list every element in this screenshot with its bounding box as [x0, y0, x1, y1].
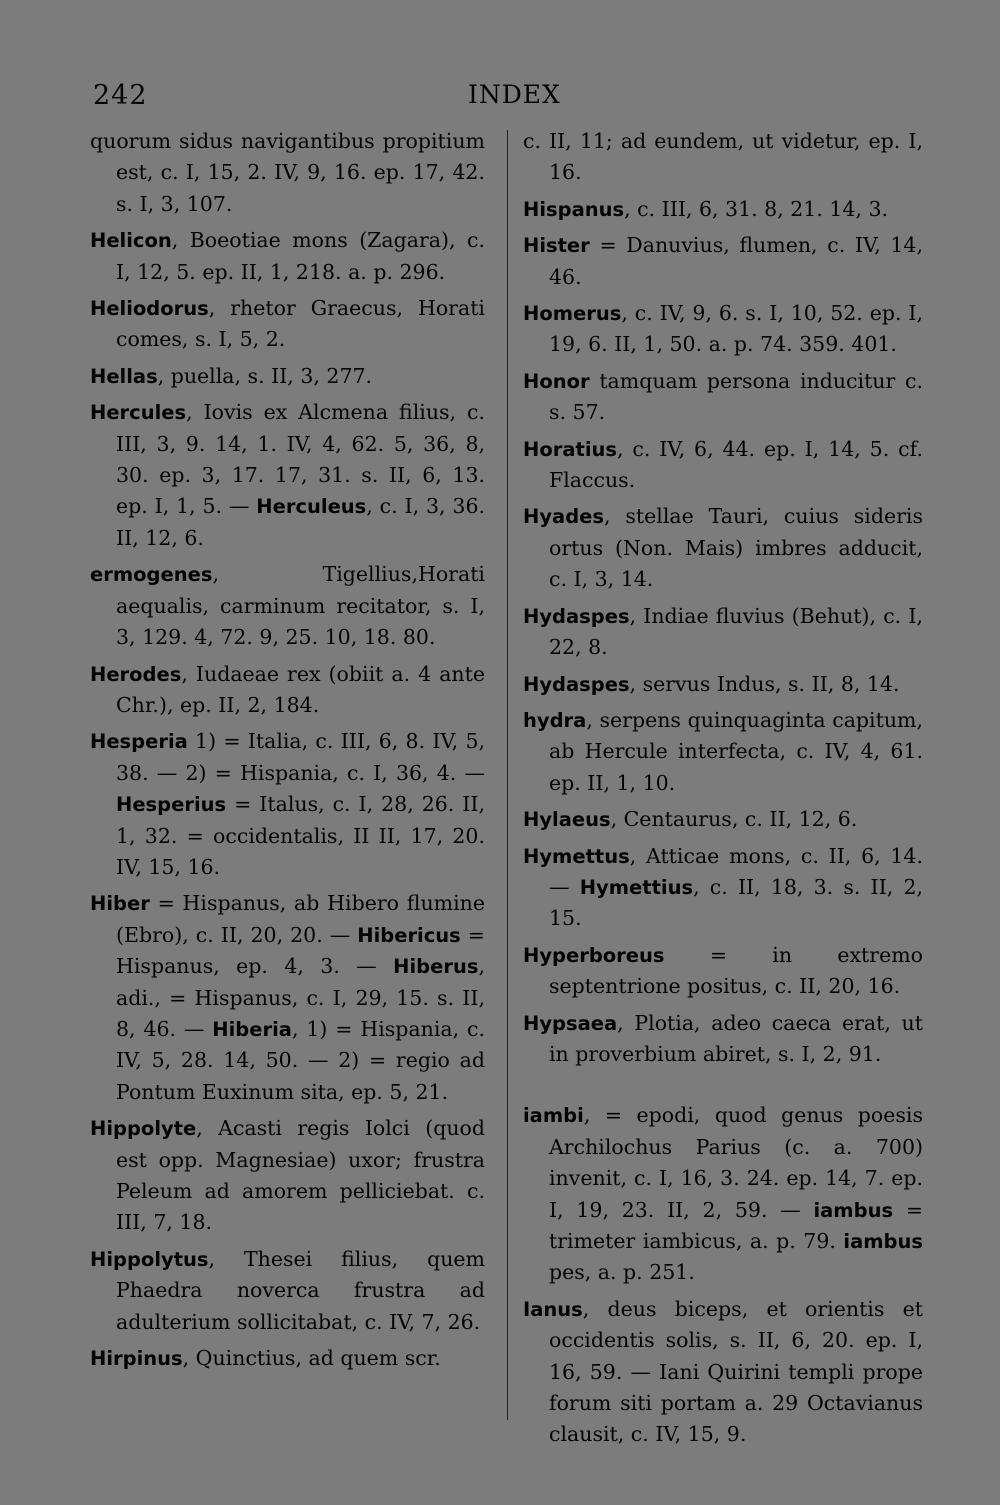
index-column-right [523, 126, 923, 1456]
index-entry: Heliodorus, rhetor Graecus, Horati comes, s. I, 5, 2. [90, 296, 485, 352]
column-divider [507, 130, 508, 1420]
index-entry: Helicon, Boeotiae mons (Zagara), c. I, 12, 5. ep. II, 1, 218. a. p. 296. [90, 228, 485, 284]
index-entry: c. II, 11; ad eundem, ut videtur, ep. I, 16. [523, 129, 923, 185]
index-entry: Homerus, c. IV, 9, 6. s. I, 10, 52. ep. I, 19, 6. II, 1, 50. a. p. 74. 359. 401. [523, 301, 923, 357]
index-entry: Hister = Danuvius, flumen, c. IV, 14, 46. [523, 233, 923, 289]
index-entry: Horatius, c. IV, 6, 44. ep. I, 14, 5. cf. Flaccus. [523, 436, 923, 493]
index-entry: Hirpinus, Quinctius, ad quem scr. [90, 1346, 441, 1371]
index-entry: Herodes, Iudaeae rex (obiit a. 4 ante Chr.), ep. II, 2, 184. [90, 661, 485, 717]
index-column-left [90, 126, 485, 1379]
index-entry: Hiber = Hispanus, ab Hibero flumine (Ebro), c. II, 20, 20. — Hibericus = Hispanus, ep. 4, 3. — Hiberus, adi., = Hispanus, c. I, 29, 15. s. II, 8, 46. — Hiberia, 1) = Hispania, c. IV, 5, 28. 14, 50. — 2) = regio ad Pontum Euxinum sita, ep. 5, 21. [90, 891, 485, 1104]
index-entry: Hyperboreus = in extremo septentrione positus, c. II, 20, 16. [523, 942, 923, 999]
index-entry: Hesperia 1) = Italia, c. III, 6, 8. IV, 5, 38. — 2) = Hispania, c. I, 36, 4. — Hesperius = Italus, c. I, 28, 26. II, 1, 32. = occidentalis, II II, 17, 20. IV, 15, 16. [90, 729, 485, 879]
running-head: INDEX [468, 80, 561, 109]
page-number: 242 [93, 80, 148, 111]
index-entry: Hercules, Iovis ex Alcmena filius, c. III, 3, 9. 14, 1. IV, 4, 62. 5, 36, 8, 30. ep. 3, 17. 17, 31. s. II, 6, 13. ep. I, 1, 5. — Herculeus, c. I, 3, 36. II, 12, 6. [90, 400, 485, 550]
index-entry: ermogenes, Tigellius,Horati aequalis, carminum recitator, s. I, 3, 129. 4, 72. 9, 25. 10, 18. 80. [90, 562, 485, 650]
index-entry: iambi, = epodi, quod genus poesis Archilochus Parius (c. a. 700) invenit, c. I, 16, 3. 24. ep. 14, 7. ep. I, 19, 23. II, 2, 59. — iambus = trimeter iambicus, a. p. 79. iambus pes, a. p. 251. [523, 1103, 923, 1285]
index-entry: Honor tamquam persona inducitur c. s. 57. [523, 368, 923, 425]
index-entry: Hydaspes, servus Indus, s. II, 8, 14. [523, 671, 900, 696]
index-entry: Hydaspes, Indiae fluvius (Behut), c. I, 22, 8. [523, 603, 923, 660]
index-entry: Hellas, puella, s. II, 3, 277. [90, 363, 373, 388]
index-entry: Hippolytus, Thesei filius, quem Phaedra noverca frustra ad adulterium sollicitabat, c. IV, 7, 26. [90, 1246, 485, 1334]
index-entry: Hippolyte, Acasti regis Iolci (quod est opp. Magnesiae) uxor; frustra Peleum ad amorem pelliciebat. c. III, 7, 18. [90, 1116, 485, 1235]
index-entry: Ianus, deus biceps, et orientis et occidentis solis, s. II, 6, 20. ep. I, 16, 59. — Iani Quirini templi prope forum siti portam a. 29 Octavianus clausit, c. IV, 15, 9. [523, 1296, 923, 1447]
index-entry: Hispanus, c. III, 6, 31. 8, 21. 14, 3. [523, 196, 889, 221]
index-entry: Hylaeus, Centaurus, c. II, 12, 6. [523, 807, 858, 832]
index-entry: Hyades, stellae Tauri, cuius sideris ortus (Non. Mais) imbres adducit, c. I, 3, 14. [523, 504, 923, 592]
index-entry: Hypsaea, Plotia, adeo caeca erat, ut in proverbium abiret, s. I, 2, 91. [523, 1010, 923, 1066]
index-entry: quorum sidus navigantibus propitium est, c. I, 15, 2. IV, 9, 16. ep. 17, 42. s. I, 3, 107. [90, 129, 485, 216]
index-entry: Hymettus, Atticae mons, c. II, 6, 14. — Hymettius, c. II, 18, 3. s. II, 2, 15. [523, 843, 923, 931]
index-entry: hydra, serpens quinquaginta capitum, ab Hercule interfecta, c. IV, 4, 61. ep. II, 1, 10. [523, 707, 923, 795]
